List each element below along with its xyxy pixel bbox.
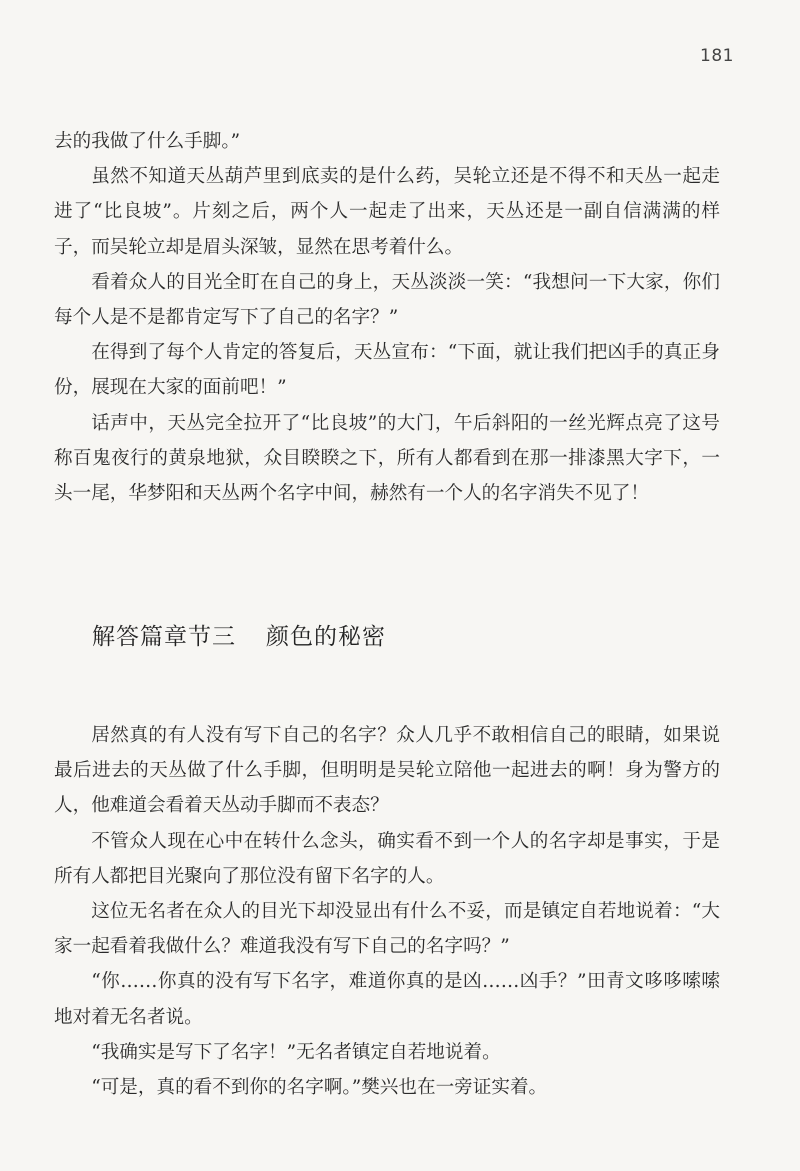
page-number: 181 <box>700 46 734 66</box>
chapter-label: 解答篇章节三 <box>92 624 236 650</box>
paragraph: “可是，真的看不到你的名字啊。”樊兴也在一旁证实着。 <box>91 1077 548 1099</box>
paragraph: 看着众人的目光全盯在自己的身上，天丛淡淡一笑：“我想问一下大家，你们每个人是不是都肯定写下了自己的名字？” <box>54 271 720 329</box>
text-section-after-chapter <box>54 718 720 1105</box>
paragraph: “我确实是写下了名字！”无名者镇定自若地说着。 <box>91 1041 501 1063</box>
paragraph: 虽然不知道天丛葫芦里到底卖的是什么药，吴轮立还是不得不和天丛一起走进了“比良坡”。片刻之后，两个人一起走了出来，天丛还是一副自信满满的样子，而吴轮立却是眉头深皱，显然在思考着什么。 <box>54 166 720 258</box>
paragraph: 不管众人现在心中在转什么念头，确实看不到一个人的名字却是事实，于是所有人都把目光聚向了那位没有留下名字的人。 <box>54 830 720 887</box>
paragraph: 这位无名者在众人的目光下却没显出有什么不妥，而是镇定自若地说着：“大家一起看着我做什么？难道我没有写下自己的名字吗？” <box>54 901 720 958</box>
chapter-title: 颜色的秘密 <box>266 624 386 650</box>
paragraph: 话声中，天丛完全拉开了“比良坡”的大门，午后斜阳的一丝光辉点亮了这号称百鬼夜行的黄泉地狱，众目睽睽之下，所有人都看到在那一排漆黑大字下，一头一尾，华梦阳和天丛两个名字中间，赫然有一个人的名字消失不见了！ <box>54 412 720 505</box>
paragraph: “你……你真的没有写下名字，难道你真的是凶……凶手？”田青文哆哆嗦嗦地对着无名者说。 <box>54 971 720 1028</box>
paragraph: 居然真的有人没有写下自己的名字？众人几乎不敢相信自己的眼睛，如果说最后进去的天丛做了什么手脚，但明明是吴轮立陪他一起进去的啊！身为警方的人，他难道会看着天丛动手脚而不表态？ <box>54 725 720 817</box>
paragraph: 在得到了每个人肯定的答复后，天丛宣布：“下面，就让我们把凶手的真正身份，展现在大家的面前吧！” <box>54 342 720 399</box>
paragraph: 去的我做了什么手脚。” <box>54 131 241 152</box>
text-section-before-chapter <box>54 124 720 511</box>
chapter-heading <box>92 618 386 651</box>
